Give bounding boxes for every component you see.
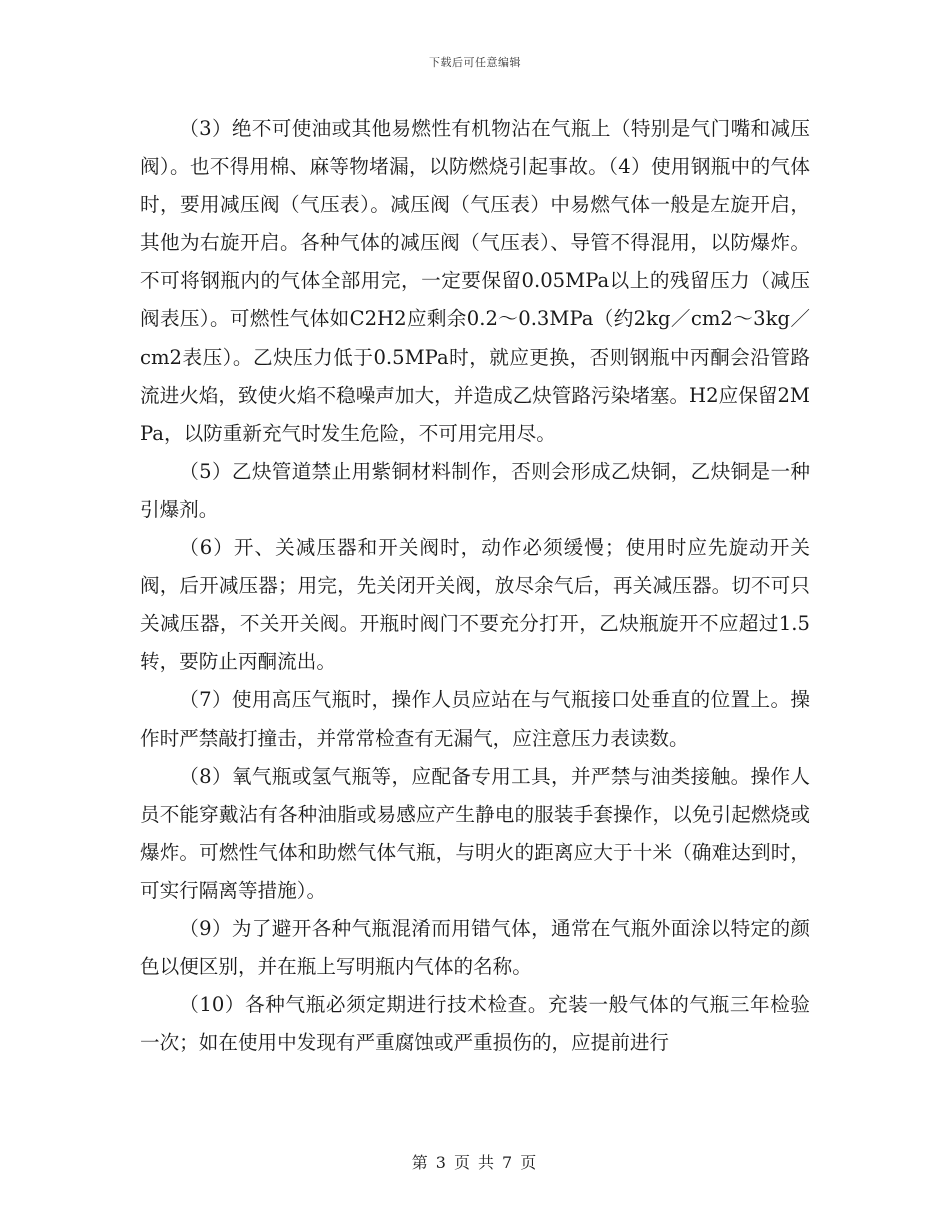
paragraph-10: （10）各种气瓶必须定期进行技术检查。充装一般气体的气瓶三年检验一次；如在使用中发现有严重腐蚀或严重损伤的，应提前进行 [140, 993, 810, 1055]
footer-page-total: 7 [502, 1153, 515, 1172]
footer-page-prefix: 第 [411, 1153, 430, 1172]
footer-page-current: 3 [435, 1153, 448, 1172]
footer-page-mid: 页 [453, 1153, 472, 1172]
document-body [140, 110, 810, 1062]
page-header-note: 下载后可任意编辑 [429, 56, 521, 69]
paragraph-8: （8）氧气瓶或氢气瓶等，应配备专用工具，并严禁与油类接触。操作人员不能穿戴沾有各种油脂或易感应产生静电的服装手套操作，以免引起燃烧或爆炸。可燃性气体和助燃气体气瓶，与明火的距离应大于十米（确难达到时，可实行隔离等措施）。 [140, 764, 810, 902]
paragraph-3-4: （3）绝不可使油或其他易燃性有机物沾在气瓶上（特别是气门嘴和减压阀）。也不得用棉、麻等物堵漏，以防燃烧引起事故。（4）使用钢瓶中的气体时，要用减压阀（气压表）。减压阀（气压表）中易燃气体一般是左旋开启，其他为右旋开启。各种气体的减压阀（气压表）、导管不得混用，以防爆炸。不可将钢瓶内的气体全部用完，一定要保留0.05MPa以上的残留压力（减压阀表压）。可燃性气体如C2H2应剩余0.2～0.3MPa（约2kg／cm2～3kg／cm2表压）。乙炔压力低于0.5MPa时，就应更换，否则钢瓶中丙酮会沿管路流进火焰，致使火焰不稳噪声加大，并造成乙炔管路污染堵塞。H2应保留2MPa，以防重新充气时发生危险，不可用完用尽。 [140, 117, 810, 445]
paragraph-6: （6）开、关减压器和开关阀时，动作必须缓慢；使用时应先旋动开关阀，后开减压器；用完，先关闭开关阀，放尽余气后，再关减压器。切不可只关减压器，不关开关阀。开瓶时阀门不要充分打开，乙炔瓶旋开不应超过1.5转，要防止丙酮流出。 [140, 536, 810, 674]
footer-page-total-prefix: 共 [478, 1153, 497, 1172]
paragraph-7: （7）使用高压气瓶时，操作人员应站在与气瓶接口处垂直的位置上。操作时严禁敲打撞击，并常常检查有无漏气，应注意压力表读数。 [140, 688, 810, 750]
paragraph-5: （5）乙炔管道禁止用紫铜材料制作，否则会形成乙炔铜，乙炔铜是一种引爆剂。 [140, 459, 810, 521]
page-footer [0, 1150, 950, 1173]
footer-page-suffix: 页 [520, 1153, 539, 1172]
paragraph-9: （9）为了避开各种气瓶混淆而用错气体，通常在气瓶外面涂以特定的颜色以便区别，并在瓶上写明瓶内气体的名称。 [140, 916, 810, 979]
